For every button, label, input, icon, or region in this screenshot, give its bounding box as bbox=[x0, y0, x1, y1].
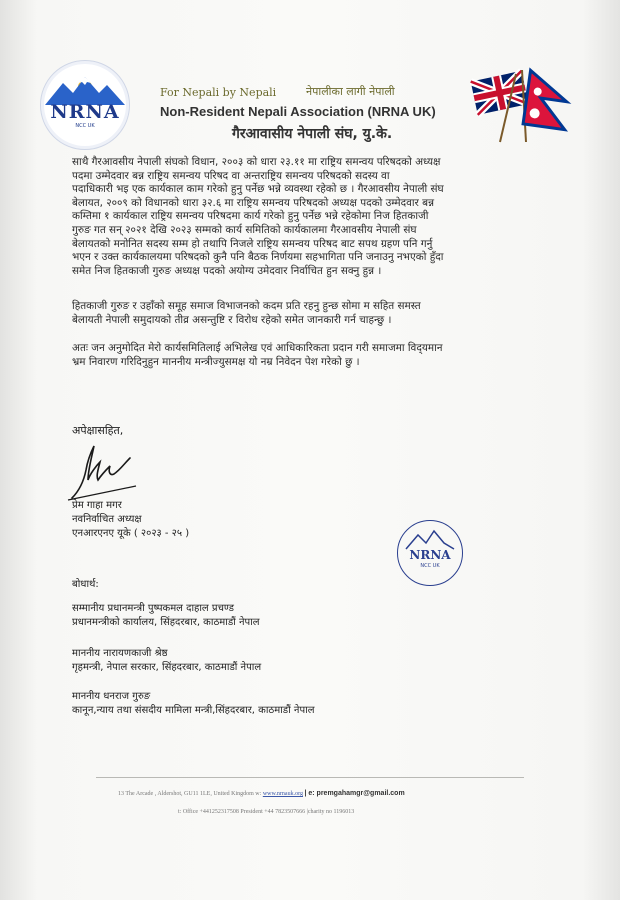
footer-divider bbox=[96, 777, 524, 778]
signer-name: प्रेम गाहा मगर bbox=[72, 500, 122, 511]
seal-text: NRNA bbox=[409, 548, 451, 562]
signer-org: एनआरएनए यूके ( २०२३ - २५ ) bbox=[72, 528, 190, 539]
nrna-logo bbox=[40, 60, 130, 150]
tagline-nepali: नेपालीका लागी नेपाली bbox=[306, 85, 395, 98]
footer-phones: t: Office +441252317508 President +44 7823507666 |charity no 1196013 bbox=[178, 809, 355, 815]
logo-subtext: NCC UK bbox=[75, 123, 95, 129]
organization-name-nepali: गैरआवासीय नेपाली संघ, यु.के. bbox=[232, 126, 393, 142]
seal-subtext: NCC UK bbox=[420, 563, 440, 569]
logo-text: NRNA bbox=[50, 101, 120, 123]
closing-salutation: अपेक्षासहित, bbox=[72, 424, 124, 437]
signer-title: नवनिर्वाचित अध्यक्ष bbox=[72, 514, 142, 525]
uk-nepal-flags-icon bbox=[470, 64, 580, 144]
signature-image bbox=[66, 440, 146, 504]
footer-email: | e: premgahamgr@gmail.com bbox=[304, 790, 405, 797]
cc-label: बोधार्थ: bbox=[72, 579, 99, 590]
footer-website-link[interactable]: www.nrnauk.org bbox=[262, 791, 303, 797]
cc-recipient-2: माननीय नारायणकाजी श्रेष्ठ गृहमन्त्री, नेपाल सरकार, सिंहदरबार, काठमाडौं नेपाल bbox=[72, 648, 262, 673]
cc-recipient-1: सम्मानीय प्रधानमन्त्री पुष्पकमल दाहाल प्रचण्ड प्रधानमन्त्रीको कार्यालय, सिंहदरबार, काठमाडौं नेपाल bbox=[72, 603, 260, 628]
body-paragraph-1: साथै गैरआवसीय नेपाली संघको विधान, २००३ को धारा २३.११ मा राष्ट्रिय समन्वय परिषदको अध्यक्ष पदमा उम्मेदवार बन्न राष्ट्रिय समन्वय परिषद वा अन्तराष्ट्रिय समन्वय परिषदको सदस्य वा पदाधिकारी भइ एक कार्यकाल काम गरेको हुनु पर्नेछ भन्ने व्यवस्था रहेको छ । गैरआवसीय नेपाली संघ बेलायत, २००९ को विधानको धारा ३२.६ मा राष्ट्रिय समन्वय परिषदको अध्यक्ष पदको उम्मेदवार बन्न कम्तिमा १ कार्यकाल राष्ट्रिय समन्वय परिषदमा कार्य गरेको हुनु पर्नेछ भन्ने रहेकोमा निज हितकाजी गुरुङ गत सन् २०२१ देखि २०२३ सम्मको कार्य समितिको कार्यकालमा गैरआवसीय नेपाली संघ बेलायतको मनोनित सदस्य सम्म हो तथापि निजले राष्ट्रिय समन्वय परिषद बाट सपथ ग्रहण पनि गर्नु भएन र उक्त कार्यकालयमा परिषदको कुनै पनि बैठक निर्णयमा सहभागिता पनि जनाउनु नभएको हुँदा समेत निज हितकाजी गुरुङ अध्यक्ष पदको अयोग्य उमेदवार निर्वाचित हुन सक्नु हुन्न । bbox=[72, 156, 444, 277]
tagline-english: For Nepali by Nepali bbox=[160, 86, 277, 99]
organization-name: Non-Resident Nepali Association (NRNA UK) bbox=[160, 104, 436, 119]
body-paragraph-2: हितकाजी गुरुङ र उहाँको समूह समाज विभाजनको कदम प्रति रहनु हुन्छ सोमा म सहित समस्त बेलायती नेपाली समुदायको तीव्र असन्तुष्टि र विरोध रहेको समेत जानकारी गर्न चाहन्छु । bbox=[72, 300, 421, 326]
footer-address-line bbox=[118, 790, 405, 797]
body-paragraph-3: अतः जन अनुमोदित मेरो कार्यसमितिलाई अभिलेख एवं आधिकारिकता प्रदान गरी समाजमा विद्‌यमान भ्रम निवारण गरिदिनुहुन माननीय मन्त्रीज्युसमक्ष यो नम्र निवेदन पेश गरेको छु । bbox=[72, 342, 443, 368]
cc-recipient-3: माननीय धनराज गुरुङ कानून,न्याय तथा संसदीय मामिला मन्त्री,सिंहदरबार, काठमाडौं नेपाल bbox=[72, 691, 315, 716]
signer-block bbox=[72, 499, 189, 541]
nrna-seal-stamp bbox=[397, 520, 463, 586]
footer-address: 13 The Arcade , Aldershot, GU11 1LE, United Kingdom w: bbox=[118, 791, 262, 797]
